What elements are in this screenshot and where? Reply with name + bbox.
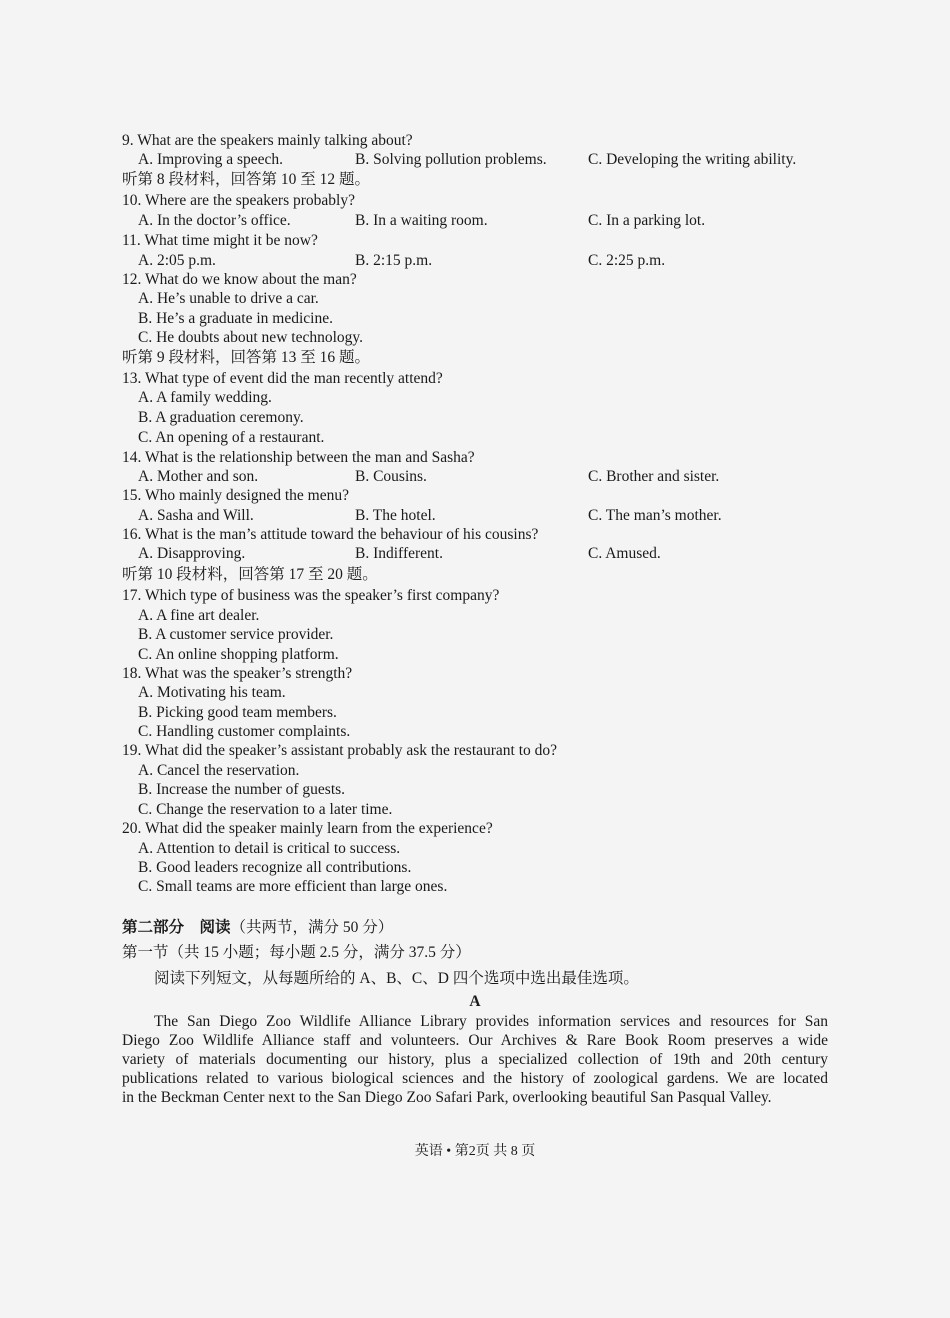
page-footer: 英语 • 第2页 共 8 页 <box>414 1144 536 1159</box>
q15-option-c: C. The man’s mother. <box>588 507 722 524</box>
q10-option-c: C. In a parking lot. <box>588 212 706 229</box>
q18-option-c: C. Handling customer complaints. <box>138 723 351 740</box>
q18-option-a: A. Motivating his team. <box>138 684 286 701</box>
q16-option-c: C. Amused. <box>588 545 661 562</box>
q14-option-b: B. Cousins. <box>355 468 427 485</box>
q11-option-c: C. 2:25 p.m. <box>588 252 666 269</box>
instruction-segment-8: 听第 8 段材料，回答第 10 至 12 题。 <box>122 171 371 188</box>
q12-option-b: B. He’s a graduate in medicine. <box>138 310 333 327</box>
question-14: 14. What is the relationship between the man and Sasha? <box>122 449 475 466</box>
question-12: 12. What do we know about the man? <box>122 271 357 288</box>
q9-option-c: C. Developing the writing ability. <box>588 151 797 168</box>
section-one-heading: 第一节（共 15 小题；每小题 2.5 分，满分 37.5 分） <box>122 944 471 961</box>
question-9: 9. What are the speakers mainly talking about? <box>122 132 413 149</box>
part-two-note: （共两节，满分 50 分） <box>230 919 394 936</box>
q13-option-a: A. A family wedding. <box>138 389 272 406</box>
q9-option-b: B. Solving pollution problems. <box>355 151 547 168</box>
question-11: 11. What time might it be now? <box>122 232 318 249</box>
passage-line: Diego Zoo Wildlife Alliance staff and volunteers. Our Archives & Rare Book Room preserves a wide <box>122 1032 828 1049</box>
part-two-title: 第二部分 阅读 <box>122 919 231 936</box>
q11-option-a: A. 2:05 p.m. <box>138 252 216 269</box>
q17-option-c: C. An online shopping platform. <box>138 646 339 663</box>
q20-option-a: A. Attention to detail is critical to success. <box>138 840 401 857</box>
passage-line: The San Diego Zoo Wildlife Alliance Library provides information services and resources for San <box>154 1013 828 1030</box>
question-16: 16. What is the man’s attitude toward the behaviour of his cousins? <box>122 526 539 543</box>
q14-option-c: C. Brother and sister. <box>588 468 720 485</box>
instruction-segment-9: 听第 9 段材料，回答第 13 至 16 题。 <box>122 349 371 366</box>
q15-option-a: A. Sasha and Will. <box>138 507 254 524</box>
reading-instruction: 阅读下列短文，从每题所给的 A、B、C、D 四个选项中选出最佳选项。 <box>154 970 639 987</box>
q10-option-b: B. In a waiting room. <box>355 212 488 229</box>
q18-option-b: B. Picking good team members. <box>138 704 337 721</box>
part-two-heading <box>122 918 393 937</box>
instruction-segment-10: 听第 10 段材料，回答第 17 至 20 题。 <box>122 566 378 583</box>
q20-option-c: C. Small teams are more efficient than large ones. <box>138 878 448 895</box>
question-10: 10. Where are the speakers probably? <box>122 192 355 209</box>
q16-option-b: B. Indifferent. <box>355 545 443 562</box>
passage-line: in the Beckman Center next to the San Diego Zoo Safari Park, overlooking beautiful San Pasqual Valley. <box>122 1089 772 1106</box>
passage-line: publications related to various biological sciences and the history of zoological gardens. We are located <box>122 1070 828 1087</box>
q19-option-a: A. Cancel the reservation. <box>138 762 300 779</box>
passage-a-text <box>122 1012 828 1107</box>
q11-option-b: B. 2:15 p.m. <box>355 252 433 269</box>
question-19: 19. What did the speaker’s assistant probably ask the restaurant to do? <box>122 742 558 759</box>
q17-option-b: B. A customer service provider. <box>138 626 334 643</box>
q9-option-a: A. Improving a speech. <box>138 151 284 168</box>
question-17: 17. Which type of business was the speaker’s first company? <box>122 587 500 604</box>
q19-option-c: C. Change the reservation to a later time. <box>138 801 393 818</box>
q10-option-a: A. In the doctor’s office. <box>138 212 291 229</box>
passage-label: A <box>469 993 481 1010</box>
q17-option-a: A. A fine art dealer. <box>138 607 260 624</box>
q12-option-c: C. He doubts about new technology. <box>138 329 363 346</box>
q14-option-a: A. Mother and son. <box>138 468 259 485</box>
question-18: 18. What was the speaker’s strength? <box>122 665 353 682</box>
question-20: 20. What did the speaker mainly learn from the experience? <box>122 820 493 837</box>
question-15: 15. Who mainly designed the menu? <box>122 487 349 504</box>
q19-option-b: B. Increase the number of guests. <box>138 781 346 798</box>
q15-option-b: B. The hotel. <box>355 507 436 524</box>
question-13: 13. What type of event did the man recently attend? <box>122 370 443 387</box>
q13-option-c: C. An opening of a restaurant. <box>138 429 325 446</box>
passage-line: variety of materials documenting our history, plus a specialized collection of 19th and 20th century <box>122 1051 828 1068</box>
q12-option-a: A. He’s unable to drive a car. <box>138 290 319 307</box>
q16-option-a: A. Disapproving. <box>138 545 246 562</box>
q20-option-b: B. Good leaders recognize all contributions. <box>138 859 412 876</box>
q13-option-b: B. A graduation ceremony. <box>138 409 304 426</box>
